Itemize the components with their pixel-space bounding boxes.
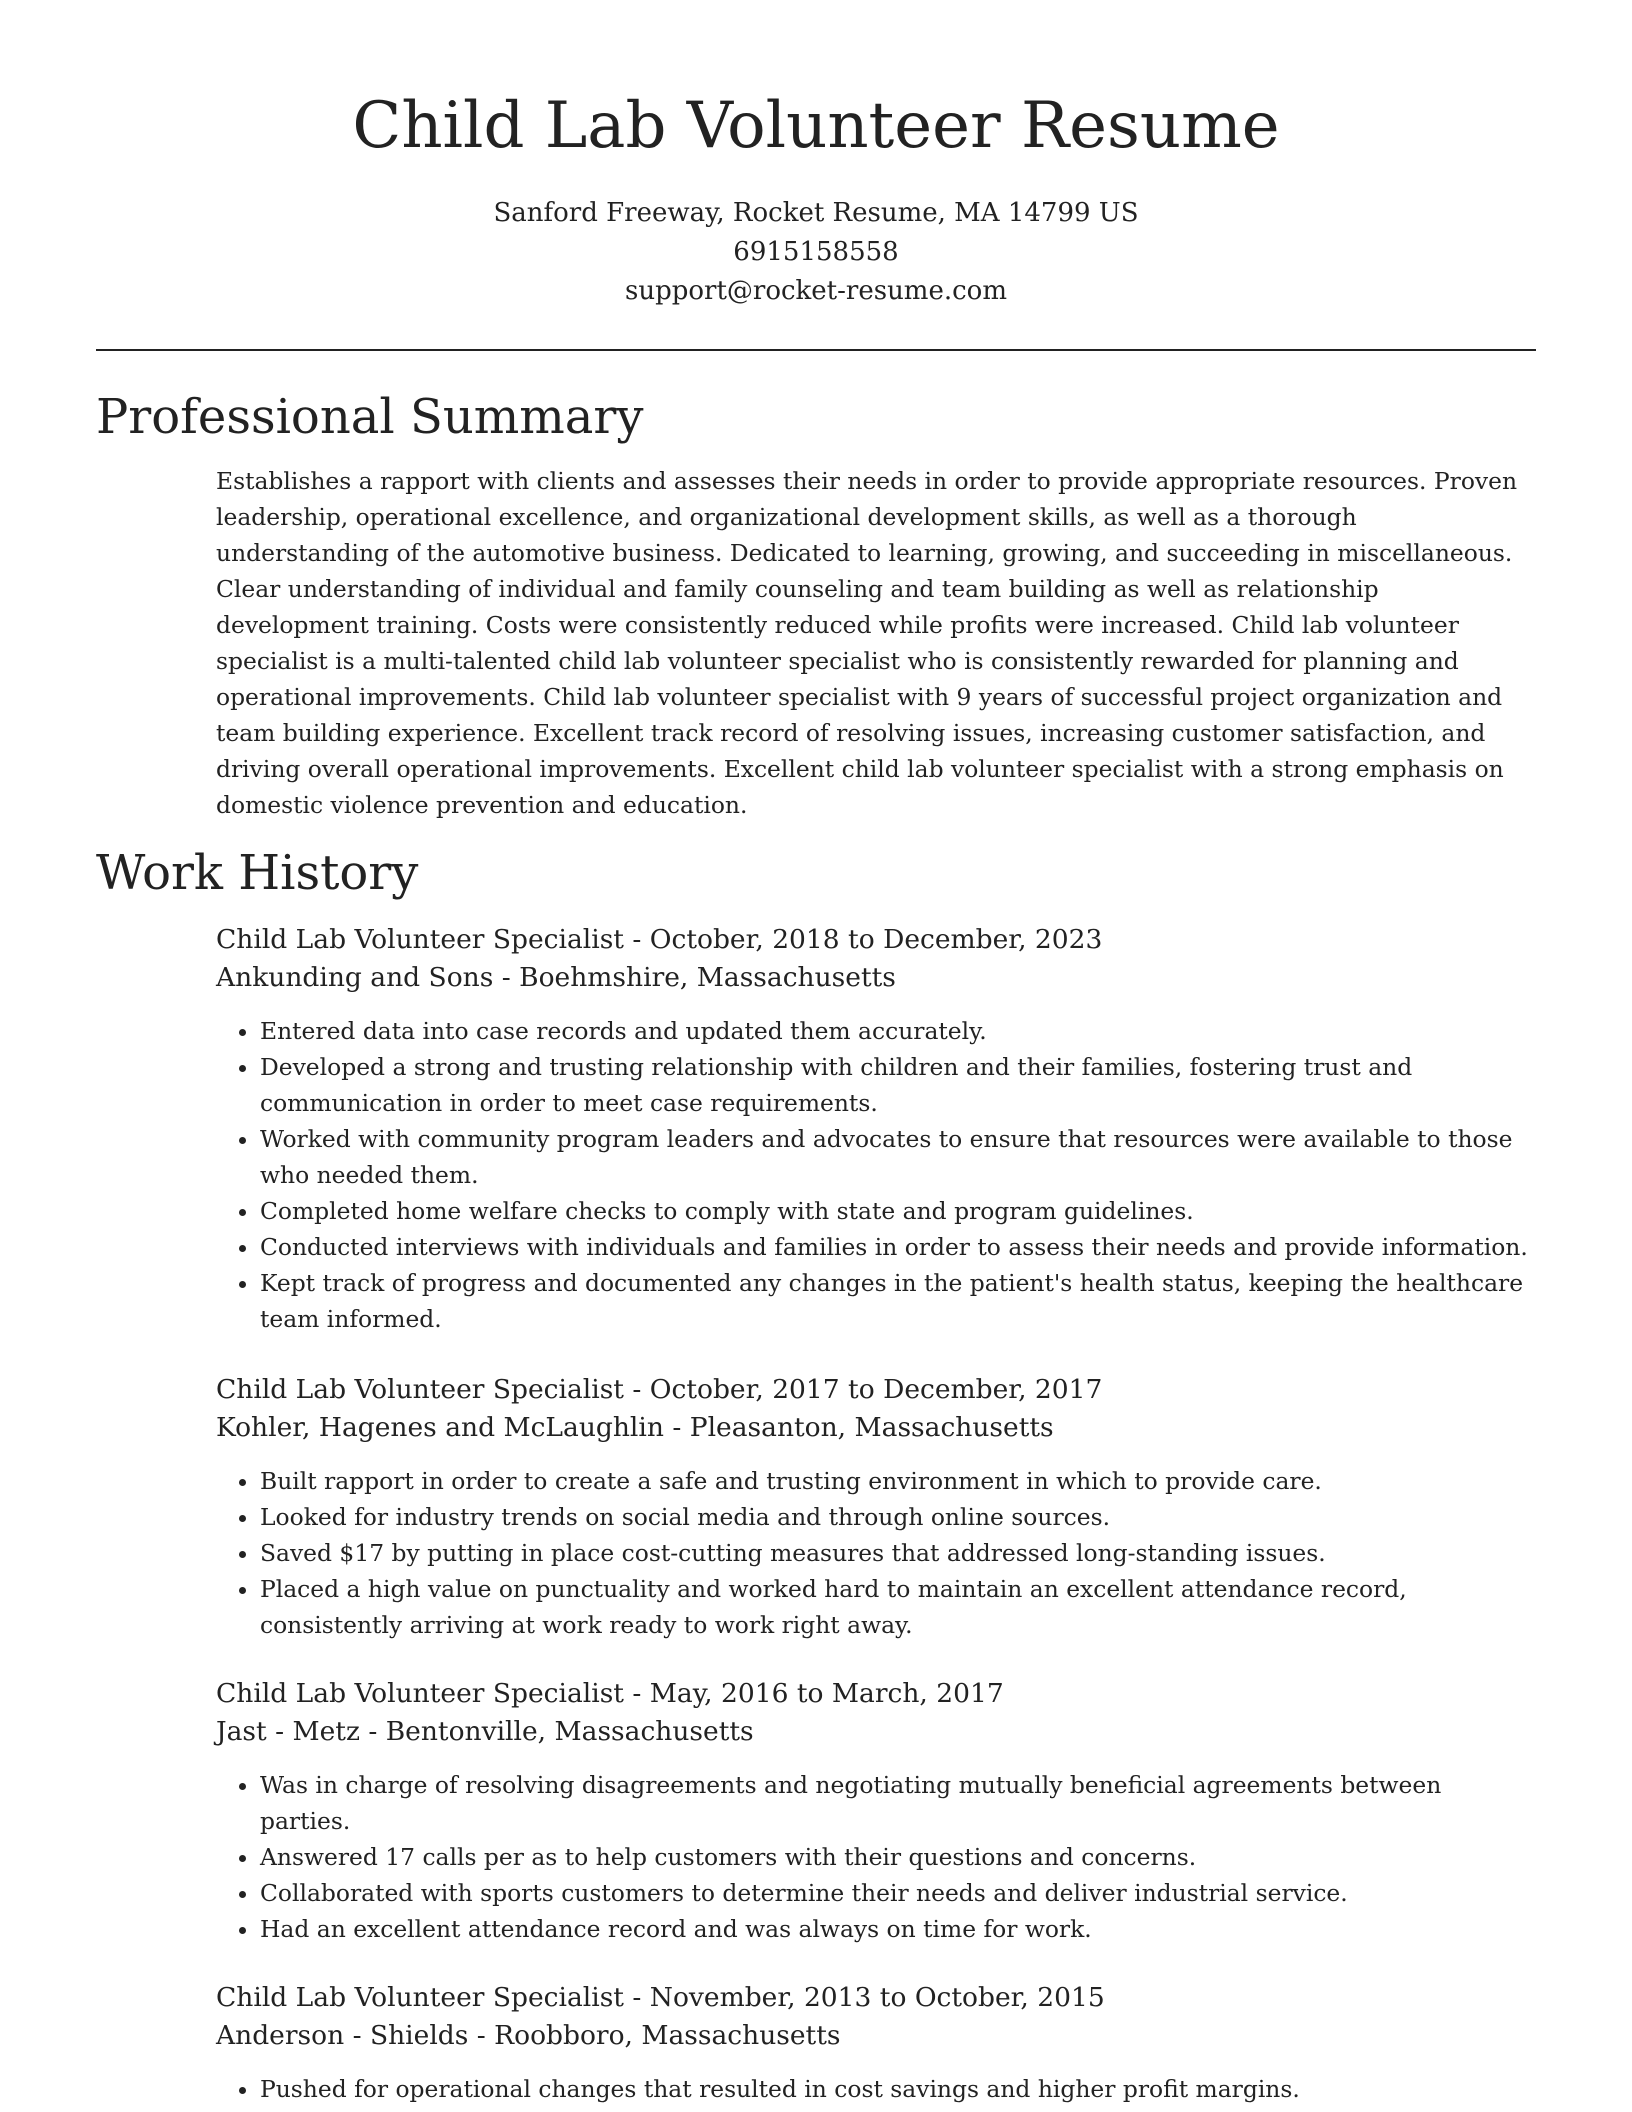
job-location: - Bentonville, Massachusetts — [359, 1716, 754, 1747]
summary-text: Establishes a rapport with clients and assesses their needs in order to provide appropriate resources. Proven leadership, operational excellence, and organizational development skills, as well as a thorough understanding of the automotive business. Dedicated to learning, growing, and succeeding in miscellaneous. Clear understanding of individual and family counseling and team building as well as relationship development training. Costs were consistently reduced while profits were increased. Child lab volunteer specialist is a multi-talented child lab volunteer specialist who is consistently rewarded for planning and operational improvements. Child lab volunteer specialist with 9 years of successful project organization and team building experience. Excellent track record of resolving issues, increasing customer satisfaction, and driving overall operational improvements. Excellent child lab volunteer specialist with a strong emphasis on domestic violence prevention and education. — [216, 467, 1518, 819]
job-company: Ankunding and Sons — [216, 962, 494, 993]
job-title-line — [216, 1675, 1536, 1713]
job-dates: - May, 2016 to March, 2017 — [623, 1678, 1004, 1709]
resume-title: Child Lab Volunteer Resume — [352, 89, 1280, 163]
job-company: Kohler, Hagenes and McLaughlin — [216, 1412, 664, 1443]
contact-block — [96, 194, 1536, 311]
list-item: • Collaborated with sports customers to determine their needs and deliver industrial service. — [260, 1875, 1536, 1911]
list-item: • Was in charge of resolving disagreements and negotiating mutually beneficial agreements between parties. — [260, 1767, 1536, 1839]
job-company-line — [216, 2017, 1536, 2055]
summary-heading: Professional Summary — [96, 389, 644, 445]
list-item: • Placed a high value on punctuality and worked hard to maintain an excellent attendance record, consistently arriving at work ready to work right away. — [260, 1571, 1536, 1643]
list-item: • Looked for industry trends on social media and through online sources. — [260, 1499, 1536, 1535]
work-history-heading: Work History — [96, 845, 419, 901]
list-item: • Entered data into case records and updated them accurately. — [260, 1013, 1536, 1049]
job-title-line — [216, 1979, 1536, 2017]
job-entry — [216, 1371, 1536, 1643]
job-entry — [216, 1675, 1536, 1947]
list-item: • Worked with community program leaders and advocates to ensure that resources were available to those who needed them. — [260, 1121, 1536, 1193]
job-bullets — [216, 1463, 1536, 1643]
job-company-line — [216, 1409, 1536, 1447]
job-role: Child Lab Volunteer Specialist — [216, 1374, 624, 1405]
job-title-line — [216, 1371, 1536, 1409]
list-item: • Pushed for operational changes that resulted in cost savings and higher profit margins. — [260, 2071, 1536, 2107]
job-location: - Pleasanton, Massachusetts — [663, 1412, 1054, 1443]
job-role: Child Lab Volunteer Specialist — [216, 1982, 624, 2013]
contact-email: support@rocket-resume.com — [624, 276, 1007, 306]
header-divider — [96, 349, 1536, 351]
contact-phone: 6915158558 — [733, 237, 899, 267]
list-item: • Developed a strong and trusting relationship with children and their families, fostering trust and communication in order to meet case requirements. — [260, 1049, 1536, 1121]
job-role: Child Lab Volunteer Specialist — [216, 924, 624, 955]
job-entry — [216, 921, 1536, 1337]
job-entry — [216, 1979, 1536, 2107]
job-company-line — [216, 1713, 1536, 1751]
job-title-line — [216, 921, 1536, 959]
contact-address: Sanford Freeway, Rocket Resume, MA 14799 US — [493, 198, 1139, 228]
list-item: • Built rapport in order to create a safe and trusting environment in which to provide care. — [260, 1463, 1536, 1499]
job-role: Child Lab Volunteer Specialist — [216, 1678, 624, 1709]
list-item: • Conducted interviews with individuals and families in order to assess their needs and provide information. — [260, 1229, 1536, 1265]
list-item: • Kept track of progress and documented any changes in the patient's health status, keeping the healthcare team informed. — [260, 1265, 1536, 1337]
list-item: • Had an excellent attendance record and was always on time for work. — [260, 1911, 1536, 1947]
job-dates: - November, 2013 to October, 2015 — [623, 1982, 1105, 2013]
job-company: Jast - Metz — [216, 1716, 360, 1747]
job-bullets — [216, 1767, 1536, 1947]
job-company-line — [216, 959, 1536, 997]
job-location: - Boehmshire, Massachusetts — [493, 962, 896, 993]
list-item: • Completed home welfare checks to comply with state and program guidelines. — [260, 1193, 1536, 1229]
list-item: • Answered 17 calls per as to help customers with their questions and concerns. — [260, 1839, 1536, 1875]
list-item: • Saved $17 by putting in place cost-cutting measures that addressed long-standing issues. — [260, 1535, 1536, 1571]
job-company: Anderson - Shields — [216, 2020, 469, 2051]
job-bullets — [216, 1013, 1536, 1337]
job-location: - Roobboro, Massachusetts — [468, 2020, 841, 2051]
job-dates: - October, 2018 to December, 2023 — [623, 924, 1103, 955]
job-bullets — [216, 2071, 1536, 2107]
job-dates: - October, 2017 to December, 2017 — [623, 1374, 1103, 1405]
